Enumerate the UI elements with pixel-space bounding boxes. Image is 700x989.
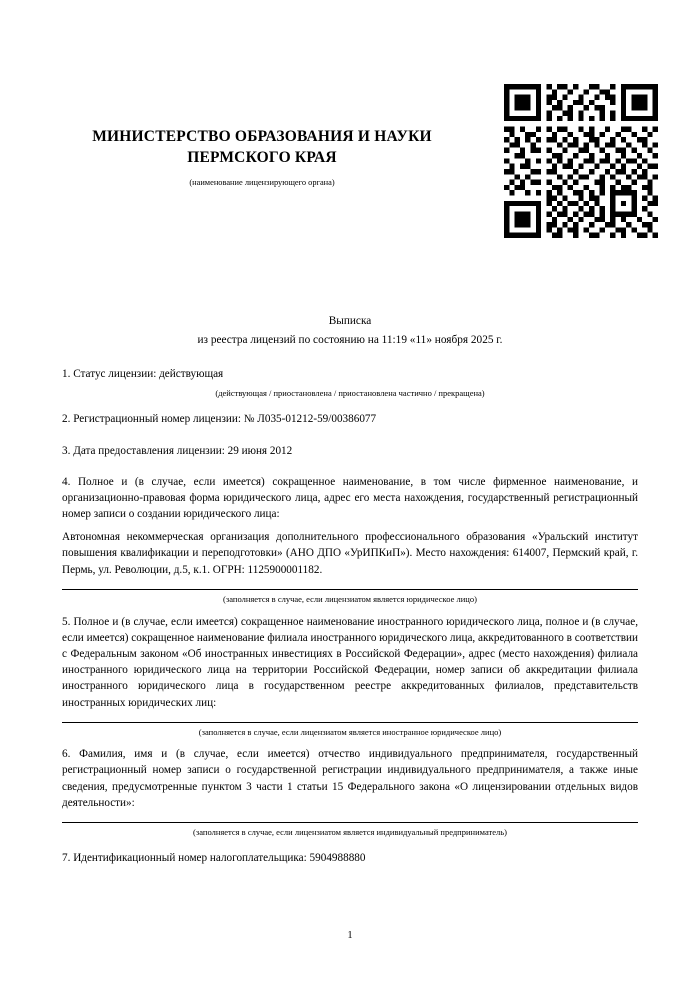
- page-content: [62, 0, 638, 989]
- item-4-note: (заполняется в случае, если лицензиатом является юридическое лицо): [223, 594, 477, 605]
- organization-caption: (наименование лицензирующего органа): [189, 177, 335, 187]
- page-title: МИНИСТЕРСТВО ОБРАЗОВАНИЯ И НАУКИ ПЕРМСКОГО КРАЯ: [92, 128, 432, 167]
- title-block: [62, 312, 638, 350]
- divider-item-6: [62, 822, 638, 823]
- item-6-note: (заполняется в случае, если лицензиатом является индивидуальный предприниматель): [193, 827, 507, 838]
- item-5-foreign-entity-label: 5. Полное и (в случае, если имеется) сокращенное наименование иностранного юридического лица, полное и (в случае, если имеется) сокращенное наименование филиала иностранного юридического лица, аккредитованного в соответствии с Федеральным законом «Об иностранных инвестициях в Российской Федерации», адрес (место нахождения) филиала иностранного юридического лица на территории Российской Федерации, номер записи об аккредитации филиала иностранного юридического лица в государственном реестре аккредитованных филиалов, представительств иностранных юридических лиц:: [62, 615, 638, 709]
- item-4-legal-entity-label: 4. Полное и (в случае, если имеется) сокращенное наименование, в том числе фирменное наименование, и организационно-правовая форма юридического лица, адрес его места нахождения, государственный регистрационный номер записи о создании юридического лица:: [62, 475, 638, 521]
- item-7-taxpayer-number: 7. Идентификационный номер налогоплательщика: 5904988880: [62, 852, 366, 865]
- item-3-issue-date: 3. Дата предоставления лицензии: 29 июня 2012: [62, 444, 293, 457]
- page-number: 1: [347, 930, 353, 941]
- document-body: [62, 366, 638, 872]
- document-header: [62, 126, 462, 188]
- item-1-note: (действующая / приостановлена / приостановлена частично / прекращена): [215, 388, 485, 399]
- document-type: Выписка: [328, 315, 372, 327]
- qr-code-icon: [504, 84, 658, 238]
- divider-item-4: [62, 589, 638, 590]
- item-4-legal-entity-value: Автономная некоммерческая организация дополнительного профессионального образования «Уральский институт повышения квалификации и переподготовки» (АНО ДПО «УрИПКиП»). Место нахождения: 614007, Пермский край, г. Пермь, ул. Революции, д.5, к.1. ОГРН: 1125900001182.: [62, 530, 638, 576]
- item-5-note: (заполняется в случае, если лицензиатом является иностранное юридическое лицо): [198, 726, 502, 737]
- item-6-entrepreneur-label: 6. Фамилия, имя и (в случае, если имеется) отчество индивидуального предпринимателя, государственный регистрационный номер записи о государственной регистрации индивидуального предпринимателя, а также иные сведения, предусмотренные пунктом 3 части 1 статьи 15 Федерального закона «О лицензировании отдельных видов деятельности»:: [62, 748, 638, 809]
- item-1-status: 1. Статус лицензии: действующая: [62, 368, 224, 380]
- divider-item-5: [62, 722, 638, 723]
- item-2-registration-number: 2. Регистрационный номер лицензии: № Л035-01212-59/00386077: [62, 413, 377, 426]
- document-subtitle: из реестра лицензий по состоянию на 11:19 «11» ноября 2025 г.: [197, 334, 503, 347]
